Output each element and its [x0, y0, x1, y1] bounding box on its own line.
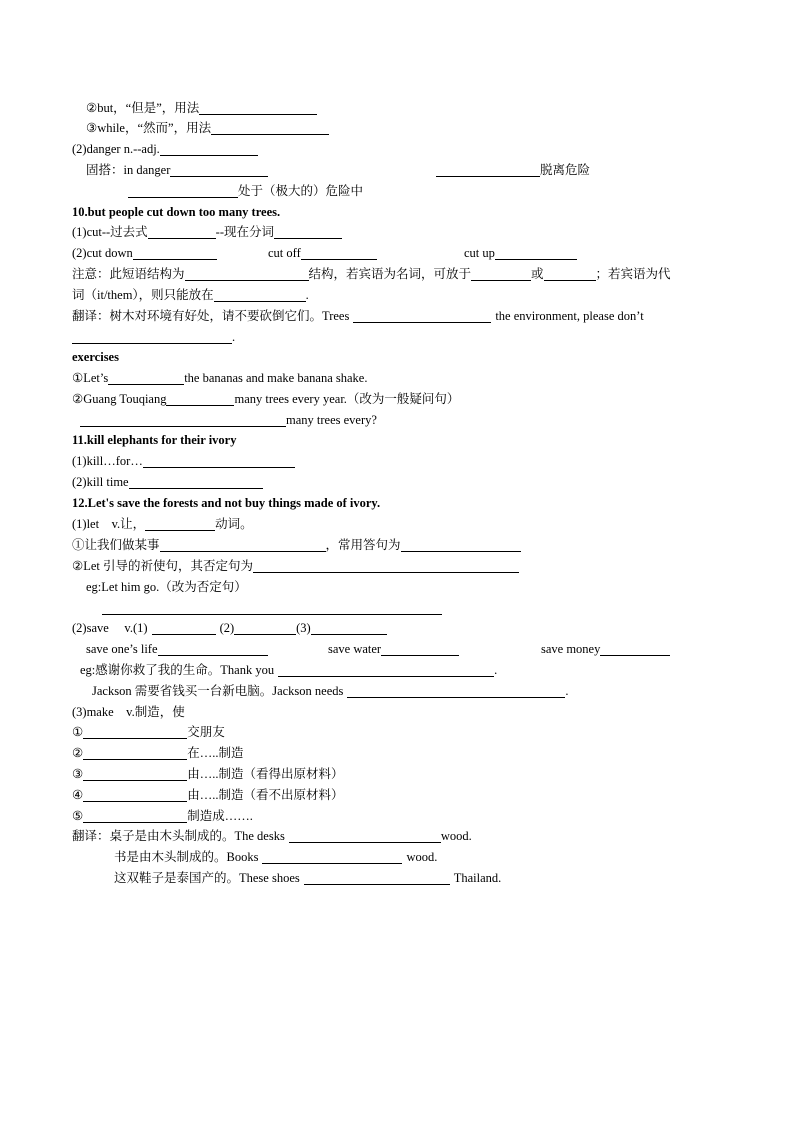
line-thank-you: eg:感谢你救了我的生命。Thank you .: [80, 663, 498, 677]
line-let: (1)let v.让， 动词。: [72, 517, 253, 531]
exercises-heading: exercises: [72, 350, 119, 364]
blank-field[interactable]: [148, 224, 216, 239]
blank-field[interactable]: [83, 745, 187, 760]
line-in-great-danger: 处于（极大的）危险中: [128, 181, 363, 201]
line-translate-trees-cont: .: [72, 327, 235, 347]
blank-field[interactable]: [381, 641, 459, 656]
blank-field[interactable]: [145, 516, 215, 531]
blank-field[interactable]: [253, 558, 519, 573]
blank-field[interactable]: [160, 141, 258, 156]
blank-field[interactable]: [495, 245, 577, 260]
line-save-money: save money: [541, 639, 670, 659]
blank-field[interactable]: [471, 266, 531, 281]
blank-field[interactable]: [278, 662, 494, 677]
blank-field[interactable]: [128, 183, 238, 198]
line-jackson: Jackson 需要省钱买一台新电脑。Jackson needs .: [92, 684, 569, 698]
blank-field[interactable]: [170, 162, 268, 177]
blank-field[interactable]: [158, 641, 268, 656]
blank-field[interactable]: [108, 370, 184, 385]
translate-desks: 翻译：桌子是由木头制成的。The desks wood.: [72, 829, 472, 843]
exercise-2: ②Guang Touqiang many trees every year.（改为一般疑问句）: [72, 392, 460, 406]
line-save-water: save water: [328, 639, 459, 659]
translate-shoes: 这双鞋子是泰国产的。These shoes Thailand.: [114, 871, 502, 885]
line-out-of-danger: 脱离危险: [436, 160, 590, 180]
line-in-danger: 固搭：in danger: [86, 160, 268, 180]
blank-field[interactable]: [83, 766, 187, 781]
blank-field[interactable]: [160, 537, 326, 552]
blank-field[interactable]: [347, 683, 565, 698]
blank-field[interactable]: [83, 808, 187, 823]
line-let-negative: ②Let 引导的祈使句，其否定句为: [72, 556, 519, 576]
line-kill-for: (1)kill…for…: [72, 451, 295, 471]
line-while-usage: ③while，“然而”，用法: [86, 118, 329, 138]
line-cut-up: cut up: [464, 243, 577, 263]
blank-field[interactable]: [102, 600, 442, 615]
blank-field[interactable]: [436, 162, 540, 177]
exercise-2-answer: many trees every?: [80, 410, 377, 430]
line-make: (3)make v.制造，使: [72, 705, 185, 719]
line-cut-off: cut off: [268, 243, 377, 263]
make-item-3: ③ 由…..制造（看得出原材料）: [72, 767, 344, 781]
blank-field[interactable]: [262, 849, 402, 864]
heading-12: 12.Let's save the forests and not buy things made of ivory.: [72, 496, 381, 510]
blank-field[interactable]: [311, 620, 387, 635]
blank-field[interactable]: [80, 412, 286, 427]
line-save-meanings: (2)save v.(1) (2) (3): [72, 618, 387, 638]
heading-10: 10.but people cut down too many trees.: [72, 205, 281, 219]
blank-field[interactable]: [185, 266, 309, 281]
make-item-5: ⑤ 制造成…….: [72, 809, 253, 823]
line-kill-time: (2)kill time: [72, 472, 263, 492]
line-save-life: save one’s life: [86, 639, 268, 659]
blank-field[interactable]: [214, 287, 306, 302]
make-item-4: ④ 由…..制造（看不出原材料）: [72, 788, 344, 802]
exercise-1: ①Let’s the bananas and make banana shake.: [72, 371, 368, 385]
line-translate-trees: 翻译：树木对环境有好处，请不要砍倒它们。Trees the environment, please don’t: [72, 309, 644, 323]
blank-field[interactable]: [143, 453, 295, 468]
blank-field[interactable]: [401, 537, 521, 552]
make-item-1: ① 交朋友: [72, 725, 225, 739]
blank-field[interactable]: [274, 224, 342, 239]
blank-field[interactable]: [166, 391, 234, 406]
line-cut-forms: (1)cut--过去式 --现在分词: [72, 222, 342, 242]
blank-field[interactable]: [83, 787, 187, 802]
blank-field[interactable]: [211, 120, 329, 135]
blank-field[interactable]: [600, 641, 670, 656]
line-but-usage: ②but，“但是”，用法: [86, 98, 317, 118]
blank-field[interactable]: [289, 828, 441, 843]
line-cut-phrases: (2)cut down: [72, 243, 217, 263]
blank-field[interactable]: [353, 308, 491, 323]
blank-field[interactable]: [304, 870, 450, 885]
blank-field[interactable]: [72, 329, 232, 344]
line-note-structure: 注意：此短语结构为 结构，若宾语为名词，可放于 或 ；若宾语为代: [72, 267, 671, 281]
line-let-example: eg:Let him go.（改为否定句）: [86, 580, 247, 594]
blank-field[interactable]: [301, 245, 377, 260]
line-lets-do: ①让我们做某事 ，常用答句为: [72, 535, 521, 555]
blank-field[interactable]: [544, 266, 596, 281]
blank-field[interactable]: [129, 474, 263, 489]
blank-field[interactable]: [83, 724, 187, 739]
blank-field[interactable]: [199, 100, 317, 115]
heading-11: 11.kill elephants for their ivory: [72, 433, 237, 447]
make-item-2: ② 在…..制造: [72, 746, 244, 760]
line-danger-adj: (2)danger n.--adj.: [72, 139, 258, 159]
blank-field[interactable]: [234, 620, 296, 635]
blank-field[interactable]: [152, 620, 216, 635]
line-note-pronoun: 词（it/them），则只能放在 .: [72, 288, 309, 302]
blank-field[interactable]: [133, 245, 217, 260]
line-let-example-answer: [102, 598, 442, 618]
translate-books: 书是由木头制成的。Books wood.: [114, 850, 438, 864]
